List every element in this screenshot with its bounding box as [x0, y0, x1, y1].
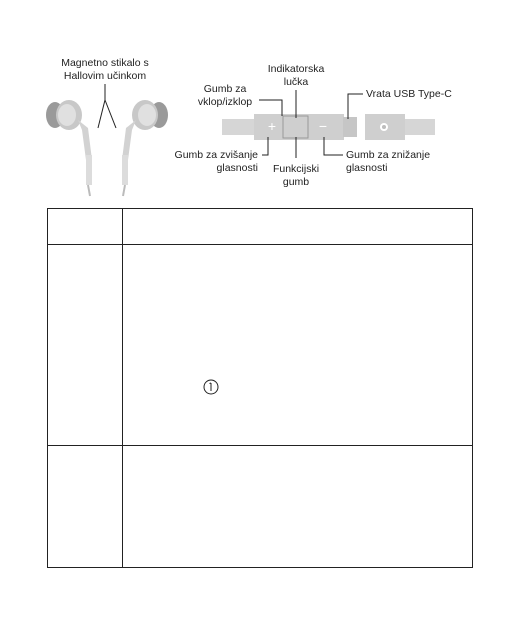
remote-control	[222, 114, 435, 140]
right-earbud	[122, 100, 168, 196]
spec-table	[47, 208, 473, 568]
volume-up-label-1: Gumb za zvišanje	[174, 149, 258, 161]
magnet-label-1: Magnetno stikalo s	[61, 57, 149, 69]
table-cell	[123, 446, 473, 568]
power-label-2: vklop/izklop	[197, 96, 253, 108]
volume-up-label-2: glasnosti	[216, 162, 258, 174]
table-row	[48, 446, 473, 568]
info-icon	[203, 379, 219, 395]
table-row	[48, 245, 473, 446]
table-header-row	[48, 209, 473, 245]
table-cell	[48, 209, 123, 245]
volume-down-label-1: Gumb za znižanje	[346, 149, 431, 161]
left-earbud	[46, 100, 92, 196]
table-cell	[123, 245, 473, 446]
magnet-label-2: Hallovim učinkom	[63, 70, 147, 82]
volume-down-label-2: glasnosti	[346, 162, 388, 174]
table-cell	[48, 446, 123, 568]
function-label-1: Funkcijski	[272, 163, 320, 175]
table-cell	[48, 245, 123, 446]
earphone-diagram	[0, 0, 510, 200]
usb-label: Vrata USB Type-C	[366, 88, 452, 100]
function-label-2: gumb	[282, 176, 310, 188]
minus-icon: −	[318, 118, 328, 134]
indicator-label-1: Indikatorska	[267, 63, 325, 75]
plus-icon: +	[267, 118, 277, 134]
table-cell	[123, 209, 473, 245]
indicator-label-2: lučka	[283, 76, 309, 88]
power-label-1: Gumb za	[203, 83, 247, 95]
